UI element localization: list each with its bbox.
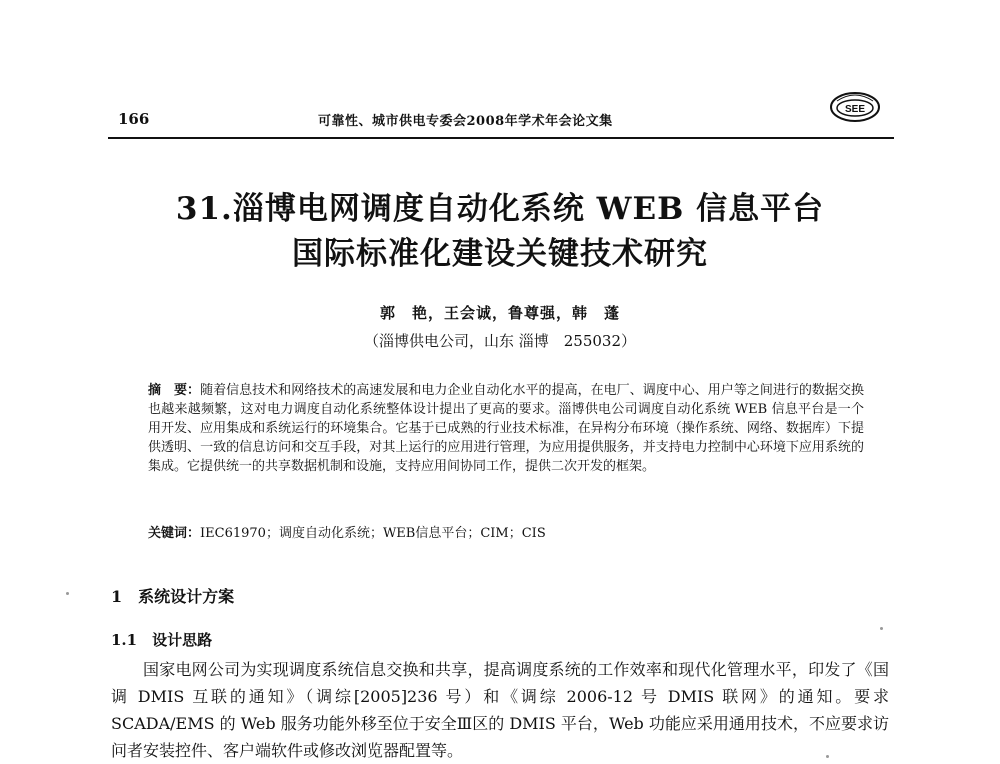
section-heading: 1 系统设计方案 (111, 587, 235, 606)
paper-title-line1: 31.淄博电网调度自动化系统 WEB 信息平台 (175, 191, 825, 227)
page-number: 166 (118, 110, 150, 128)
abstract-label: 摘 要： (148, 383, 201, 398)
body-paragraph (111, 656, 889, 764)
scan-speck (826, 755, 829, 758)
keywords-text: IEC61970；调度自动化系统；WEB信息平台；CIM；CIS (200, 526, 546, 541)
authors: 郭 艳，王会诚，鲁尊强，韩 蓬 (379, 304, 620, 322)
paper-title-line2: 国际标准化建设关键技术研究 (292, 236, 708, 272)
journal-header: 可靠性、城市供电专委会2008年学术年会论文集 (318, 114, 613, 129)
logo-text: SEE (844, 104, 866, 115)
csee-logo (829, 91, 881, 123)
keywords (148, 522, 546, 541)
paragraph-text: 国家电网公司为实现调度系统信息交换和共享，提高调度系统的工作效率和现代化管理水平，印发了《国调 DMIS 互联的通知》（调综[2005]236 号）和《调综 2006-12 号 DMIS 联网》的通知。要求 SCADA/EMS 的 Web 服务功能外移至位于安全Ⅲ区的 DMIS 平台，Web 功能应采用通用技术，不应要求访问者安装控件、客户端软件或修改浏览器配置等。 (111, 660, 889, 760)
scan-speck (880, 627, 883, 630)
keywords-label: 关键词： (148, 526, 201, 541)
abstract (148, 381, 864, 476)
subsection-heading: 1.1 设计思路 (111, 631, 213, 649)
header-rule (108, 137, 894, 139)
affiliation: （淄博供电公司，山东 淄博 255032） (363, 332, 637, 350)
scan-speck (66, 592, 69, 595)
abstract-text: 随着信息技术和网络技术的高速发展和电力企业自动化水平的提高，在电厂、调度中心、用户等之间进行的数据交换也越来越频繁，这对电力调度自动化系统整体设计提出了更高的要求。淄博供电公司调度自动化系统 WEB 信息平台是一个 用开发、应用集成和系统运行的环境集合。它基于已成熟的行业技术标准，在异构分布环境（操作系统、网络、数据库）下提供透明、一致的信息访问和交互手段，对其上运行的应用进行管理，为应用提供服务，并支持电力控制中心环境下应用系统的集成。它提供统一的共享数据机制和设施，支持应用间协同工作，提供二次开发的框架。 (148, 383, 864, 474)
